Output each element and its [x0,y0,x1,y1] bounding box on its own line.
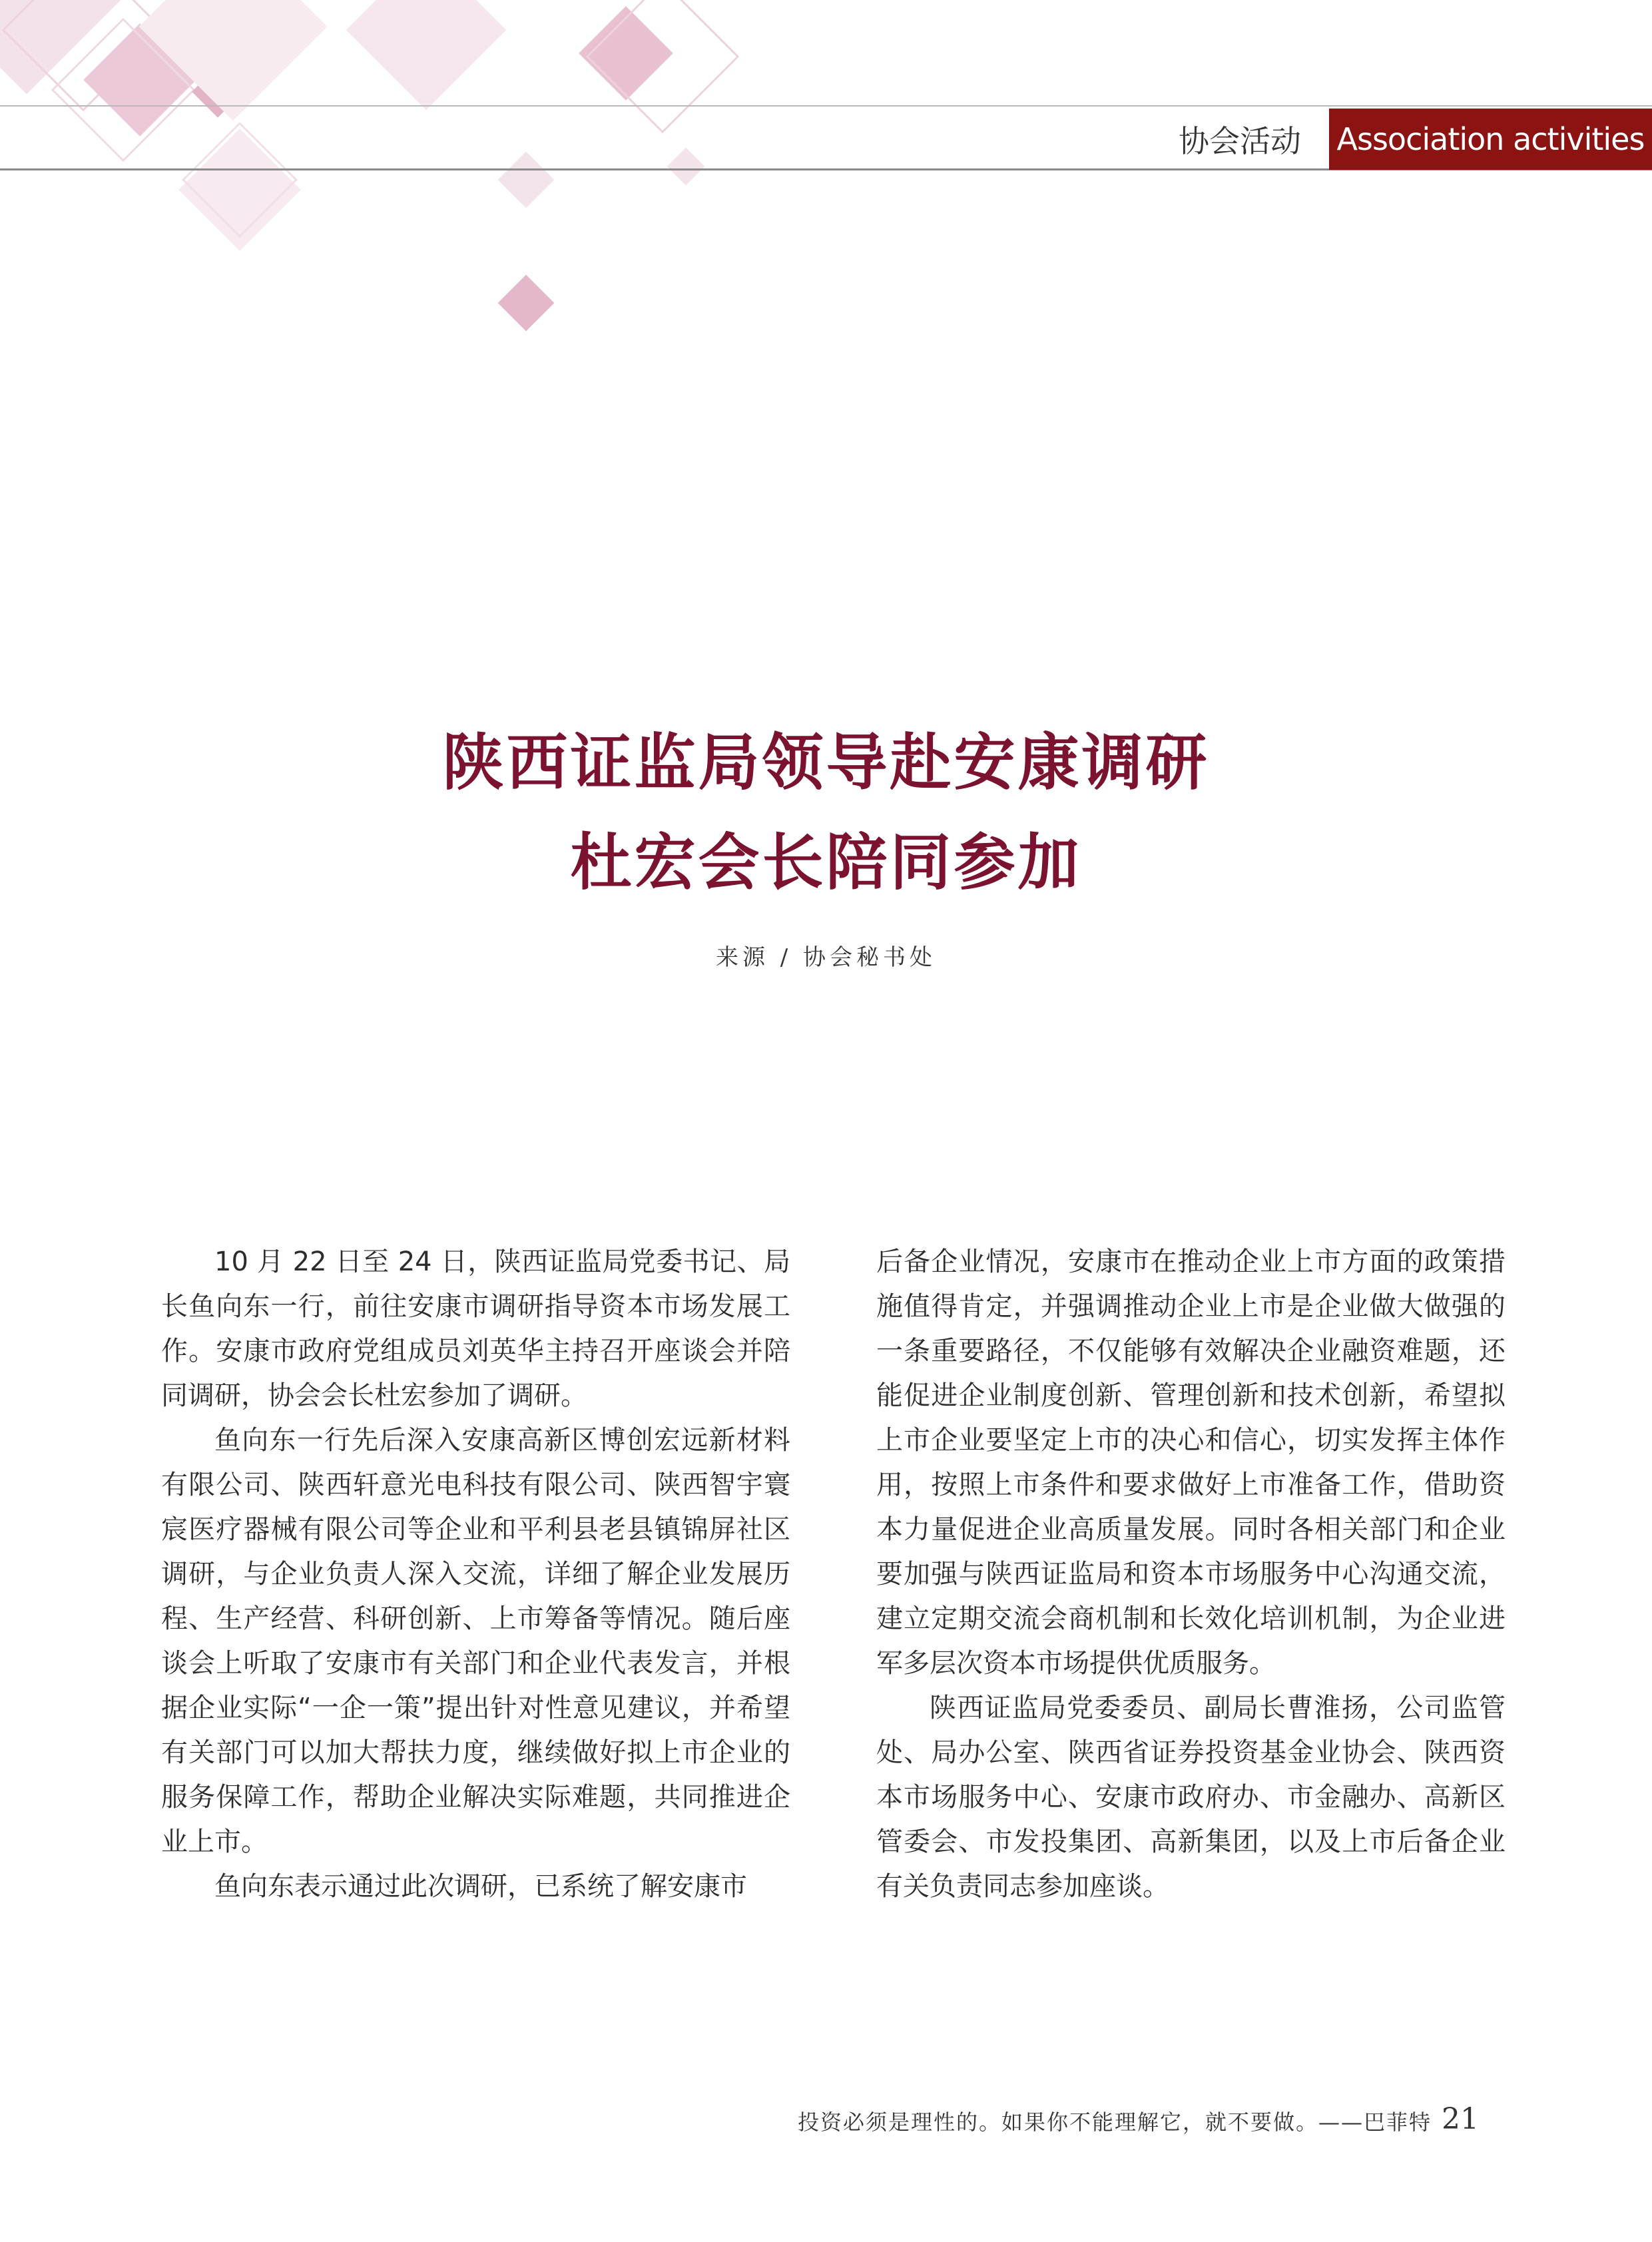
paragraph: 10 月 22 日至 24 日，陕西证监局党委书记、局长鱼向东一行，前往安康市调研指导资本市场发展工作。安康市政府党组成员刘英华主持召开座谈会并陪同调研，协会会长杜宏参加了调研。 [161,1247,790,1411]
paragraph: 陕西证监局党委委员、副局长曹淮扬，公司监管处、局办公室、陕西省证券投资基金业协会、陕西资本市场服务中心、安康市政府办、市金融办、高新区管委会、市发投集团、高新集团，以及上市后备企业有关负责同志参加座谈。 [876,1693,1506,1902]
article-column-right [876,1240,1506,1909]
section-label-en: Association activities [1329,109,1652,170]
paragraph: 鱼向东一行先后深入安康高新区博创宏远新材料有限公司、陕西轩意光电科技有限公司、陕西智宇寰宸医疗器械有限公司等企业和平利县老县镇锦屏社区调研，与企业负责人深入交流，详细了解企业发展历程、生产经营、科研创新、上市筹备等情况。随后座谈会上听取了安康市有关部门和企业代表发言，并根据企业实际“一企一策”提出针对性意见建议，并希望有关部门可以加大帮扶力度，继续做好拟上市企业的服务保障工作，帮助企业解决实际难题，共同推进企业上市。 [161,1425,790,1857]
paragraph: 鱼向东表示通过此次调研，已系统了解安康市 [214,1871,747,1902]
page-number: 21 [1442,2102,1479,2136]
article-title-line1: 陕西证监局领导赴安康调研 [442,726,1210,798]
article-title-line2: 杜宏会长陪同参加 [570,826,1082,898]
footer-quote: 投资必须是理性的。如果你不能理解它，就不要做。——巴菲特 [797,2109,1432,2135]
paragraph: 后备企业情况，安康市在推动企业上市方面的政策措施值得肯定，并强调推动企业上市是企业做大做强的一条重要路径，不仅能够有效解决企业融资难题，还能促进企业制度创新、管理创新和技术创新，希望拟上市企业要坚定上市的决心和信心，切实发挥主体作用，按照上市条件和要求做好上市准备工作，借助资本力量促进企业高质量发展。同时各相关部门和企业要加强与陕西证监局和资本市场服务中心沟通交流，建立定期交流会商机制和长效化培训机制，为企业进军多层次资本市场提供优质服务。 [876,1247,1506,1679]
article-column-left [161,1240,790,1909]
article-source: 来源 / 协会秘书处 [715,944,937,971]
header-rule-top [0,105,1652,107]
section-label-cn: 协会活动 [1179,123,1301,159]
decorative-diamond-pattern [0,0,832,346]
